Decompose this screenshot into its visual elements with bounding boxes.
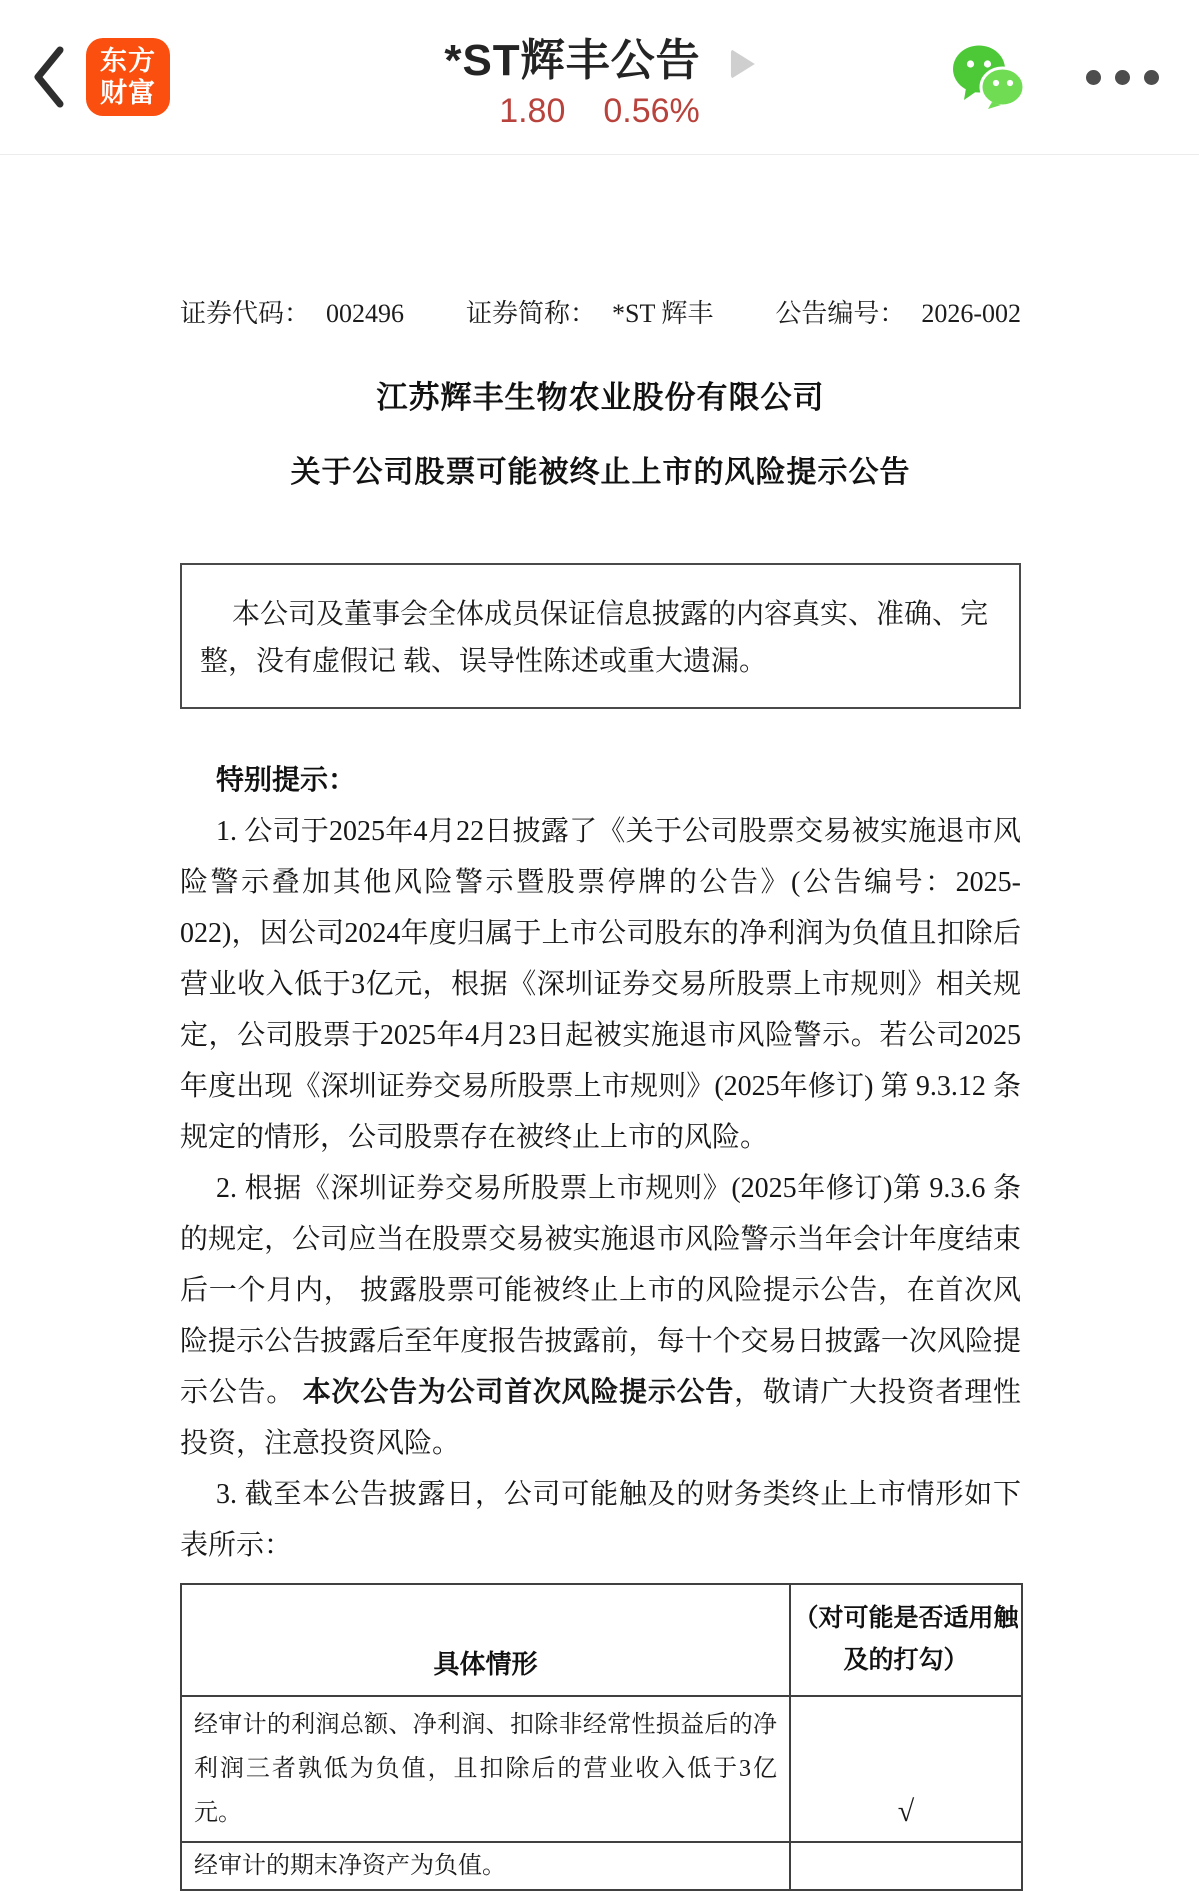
dot-icon [1115,70,1130,85]
disclaimer-text: 本公司及董事会全体成员保证信息披露的内容真实、准确、完整，没有虚假记 载、误导性陈述或重大遗漏。 [200,599,989,677]
delisting-situation-table [180,1583,1023,1891]
security-code [180,293,404,330]
table-row [181,1696,1022,1842]
wechat-share-icon[interactable] [952,44,1026,110]
table-header-row [181,1584,1022,1696]
column-header-situation: 具体情形 [181,1584,790,1696]
company-name: 江苏辉丰生物农业股份有限公司 [376,380,825,415]
appbar-actions [952,44,1159,110]
app-header [0,0,1199,155]
check-cell: √ [790,1696,1022,1842]
paragraph-text: 3. 截至本公告披露日，公司可能触及的财务类终止上市情形如下表所示： [180,1479,1021,1561]
security-name-value: *ST 辉丰 [611,299,714,328]
logo-text-top: 东方 [100,46,156,76]
announcement-number [775,293,1021,330]
announcement-number-value: 2026-002 [921,299,1021,328]
check-cell [790,1842,1022,1890]
security-name [466,293,713,330]
security-code-value: 002496 [326,299,405,328]
chevron-left-icon [29,44,69,110]
document-title: 关于公司股票可能被终止上市的风险提示公告 [290,456,911,489]
announcement-number-label: 公告编号： [775,299,906,328]
dot-icon [1144,70,1159,85]
eastmoney-logo[interactable] [86,38,170,116]
more-options-button[interactable] [1086,60,1159,95]
stock-change-percent: 0.56% [603,92,700,130]
page-title: *ST辉丰公告 [444,36,701,85]
body-paragraph-2 [180,1163,1021,1469]
security-name-label: 证券简称： [465,299,596,328]
situation-cell: 经审计的利润总额、净利润、扣除非经常性损益后的净利润三者孰低为负值，且扣除后的营业收入低于3亿元。 [181,1696,790,1842]
body-paragraph-3 [180,1469,1021,1571]
column-header-check: （对可能是否适用触及的打勾） [790,1584,1022,1696]
logo-text-bottom: 财富 [100,78,156,108]
paragraph-text: 2. 根据《深圳证券交易所股票上市规则》(2025年修订)第 9.3.6 条的规定，公司应当在股票交易被实施退市风险警示当年会计年度结束后一个月内， 披露股票可能被终止上市的风险提示公告，在首次风险提示公告披露后至年度报告披露前，每十个交易日披露一次风险提示公告。 [180,1173,1021,1408]
stock-quote [444,92,754,131]
announcement-document [0,155,1199,1891]
paragraph-bold-text: 本次公告为公司首次风险提示公告 [302,1377,735,1408]
expand-right-arrow-icon [731,49,755,79]
special-notice-label: 特别提示： [216,765,357,796]
stock-price: 1.80 [499,92,566,130]
document-meta-row [180,293,1021,330]
stock-title-block[interactable] [444,24,754,131]
situation-cell: 经审计的期末净资产为负值。 [181,1842,790,1890]
disclaimer-box [180,563,1021,709]
dot-icon [1086,70,1101,85]
body-paragraph-1 [180,806,1021,1163]
back-button[interactable] [26,42,72,112]
paragraph-text: ，敬请广大投资者理性投资，注意投资风险。 [180,1377,1021,1459]
paragraph-text: 1. 公司于2025年4月22日披露了《关于公司股票交易被实施退市风险警示叠加其他风险警示暨股票停牌的公告》(公告编号：2025-022)，因公司2024年度归属于上市公司股东的净利润为负值且扣除后营业收入低于3亿元，根据《深圳证券交易所股票上市规则》相关规定，公司股票于2025年4月23日起被实施退市风险警示。若公司2025年度出现《深圳证券交易所股票上市规则》(2025年修订) 第 9.3.12 条规定的情形，公司股票存在被终止上市的风险。 [180,816,1021,1153]
security-code-label: 证券代码： [180,299,311,328]
table-row [181,1842,1022,1890]
